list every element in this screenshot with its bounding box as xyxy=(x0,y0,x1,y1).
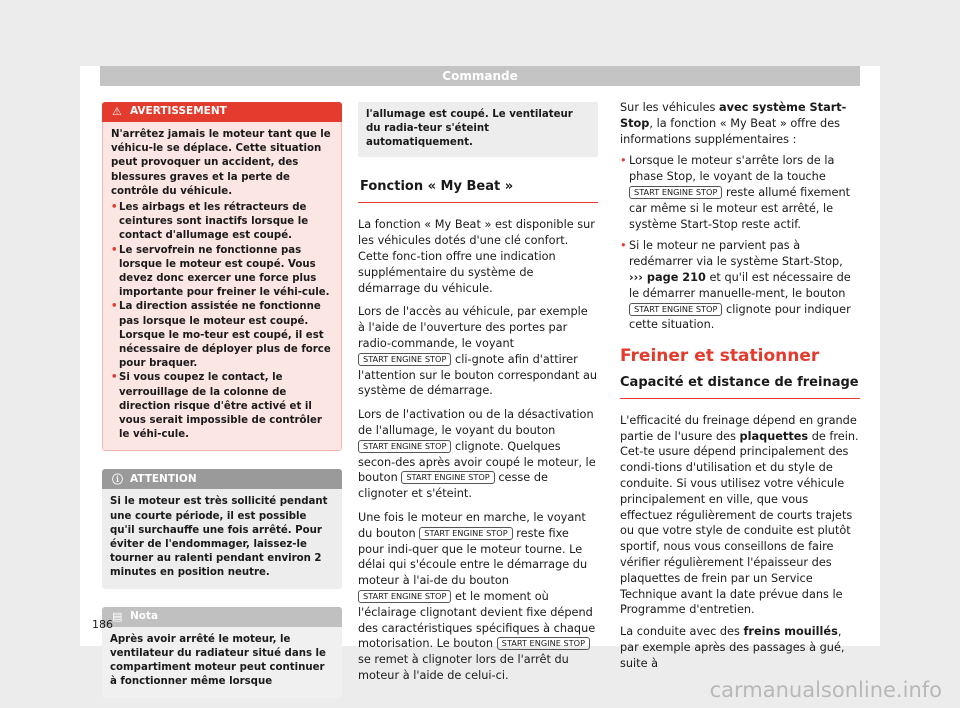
paragraph: L'efficacité du freinage dépend en grande partie de l'usure des plaquettes de frein. Cet-te usure dépend principalement des condi-tions d'utilisation et du style de conduite. Si vous utilisez votre véhicule principalement en ville, que vous effectuez régulièrement de courts trajets ou que votre style de conduite est plutôt sportif, nous vous conseillons de faire vérifier régulièrement l'épaisseur des plaquettes de frein par un Service Technique avant la date prévue dans le Programme d'entretien. xyxy=(620,413,859,617)
attention-box xyxy=(102,469,342,588)
bullet-item: • Lorsque le moteur s'arrête lors de la phase Stop, le voyant de la touche START ENGINE STOP reste allumé fixement car même si le moteur est arrêté, le système Start-Stop reste actif. xyxy=(620,154,851,231)
chapter-header: Commande xyxy=(100,66,860,86)
start-engine-stop-button-label: START ENGINE STOP xyxy=(497,637,590,650)
attention-body: Si le moteur est très sollicité pendant une courte période, il est possible qu'il surchauffe une fois arrêté. Pour éviter de l'endommager, laissez-le tourner au ralenti pendant environ 2 minutes en position neutre. xyxy=(102,489,342,588)
start-engine-stop-button-label: START ENGINE STOP xyxy=(358,590,451,603)
start-engine-stop-button-label: START ENGINE STOP xyxy=(358,353,451,366)
warning-triangle-icon: ⚠ xyxy=(112,105,122,119)
column-middle xyxy=(358,102,598,684)
warning-item: • Si vous coupez le contact, le verrouillage de la colonne de direction risque d'être activé et il vous serait impossible de contrôler le véhi-cule. xyxy=(111,372,322,441)
paragraph: Lors de l'activation ou de la désactivation de l'allumage, le voyant du bouton START ENGINE STOP clignote. Quelques secon-des après avoir coupé le moteur, le bouton START ENGINE STOP cesse de clignoter et s'éteint. xyxy=(358,408,596,501)
warning-header xyxy=(102,102,342,122)
section-title: Fonction « My Beat » xyxy=(358,179,598,204)
watermark: carmanualsonline.info xyxy=(709,678,942,702)
page-number: 186 xyxy=(92,618,113,631)
start-engine-stop-button-label: START ENGINE STOP xyxy=(401,471,494,484)
info-circle-icon: ⓘ xyxy=(112,472,123,486)
warning-item: • Les airbags et les rétracteurs de ceintures sont inactifs lorsque le contact d'allumage est coupé. xyxy=(111,202,309,242)
paragraph: Une fois le moteur en marche, le voyant du bouton START ENGINE STOP reste fixe pour indi-quer que le moteur tourne. Le délai qui s'écoule entre le démarrage du moteur à l'ai-de du bouton START ENGINE STOP et le moment où l'éclairage clignotant devient fixe dépend des caractéristiques spécifiques à chaque motorisation. Le bouton START ENGINE STOP se remet à clignoter lors de l'arrêt du moteur à l'aide de celui-ci. xyxy=(358,510,596,682)
start-engine-stop-button-label: START ENGINE STOP xyxy=(629,303,722,316)
attention-title: ATTENTION xyxy=(130,472,197,485)
warning-item: • La direction assistée ne fonctionne pas lorsque le moteur est coupé. Lorsque le mo-teur est coupé, il est nécessaire de déployer plus de force pour braquer. xyxy=(111,301,331,370)
page-reference-link[interactable]: ››› page 210 xyxy=(629,270,706,284)
note-title: Nota xyxy=(130,609,159,622)
attention-header xyxy=(102,469,342,489)
warning-body xyxy=(102,122,342,451)
warning-intro: N'arrêtez jamais le moteur tant que le véhicu-le se déplace. Cette situation peut provoquer un accident, des blessures graves et la perte de contrôle du véhicule. xyxy=(111,129,331,197)
paragraph: La conduite avec des freins mouillés, par exemple après des passages à gué, suite à xyxy=(620,625,845,670)
bullet-item: • Si le moteur ne parvient pas à redémarrer via le système Start-Stop, ››› page 210 et qu'il est nécessaire de le démarrer manuelle-ment, le bouton START ENGINE STOP clignote pour indiquer cette situation. xyxy=(620,239,851,332)
section-title: Capacité et distance de freinage xyxy=(620,375,860,399)
start-engine-stop-button-label: START ENGINE STOP xyxy=(419,527,512,540)
start-engine-stop-button-label: START ENGINE STOP xyxy=(629,186,722,199)
paragraph: Lors de l'accès au véhicule, par exemple à l'aide de l'ouverture des portes par radio-commande, le voyant START ENGINE STOP cli-gnote afin d'attirer l'attention sur le bouton correspondant au système de démarrage. xyxy=(358,305,598,398)
note-header xyxy=(102,607,342,627)
warning-item: • Le servofrein ne fonctionne pas lorsque le moteur est coupé. Vous devez donc exercer une force plus importante pour freiner le véhi-cule. xyxy=(111,244,330,299)
paragraph: La fonction « My Beat » est disponible sur les véhicules dotés d'une clé confort. Cette fonc-tion offre une indication supplémentaire du système de démarrage du véhicule. xyxy=(358,218,595,295)
note-box xyxy=(102,607,342,698)
warning-box xyxy=(102,102,342,451)
column-right xyxy=(620,100,860,672)
section-body xyxy=(358,217,598,683)
paragraph: Sur les véhicules avec système Start-Stop, la fonction « My Beat » offre des informations supplémentaires : xyxy=(620,101,847,146)
note-body: Après avoir arrêté le moteur, le ventilateur du radiateur situé dans le compartiment moteur peut continuer à fonctionner même lorsque xyxy=(102,627,342,698)
warning-title: AVERTISSEMENT xyxy=(130,105,227,118)
note-continuation: l'allumage est coupé. Le ventilateur du radia-teur s'éteint automatiquement. xyxy=(358,102,598,157)
note-icon: ▤ xyxy=(112,609,123,623)
chapter-title: Freiner et stationner xyxy=(620,346,820,367)
start-engine-stop-button-label: START ENGINE STOP xyxy=(358,440,451,453)
column-left xyxy=(102,102,342,708)
